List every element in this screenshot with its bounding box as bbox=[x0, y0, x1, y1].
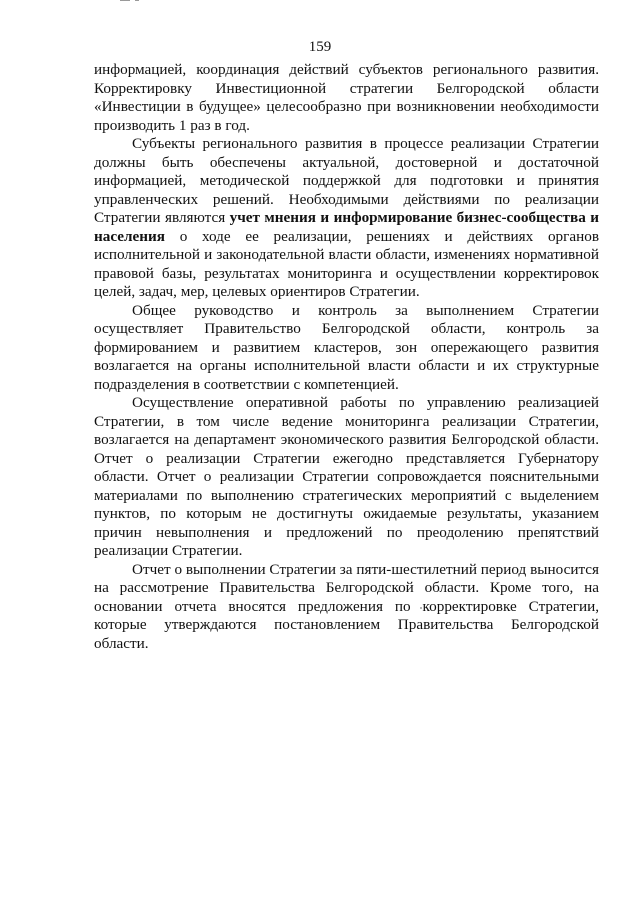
scan-artifact bbox=[135, 0, 139, 1]
paragraph-text: Субъекты регионального развития в процессе реализации Стратегии должны быть обеспечены актуальной, достоверной и достаточной информацией, методической поддержкой для подготовки и принятия управленческих решений. Необходимыми действиями по реализации Стратегии являются bbox=[94, 135, 599, 226]
scan-artifact bbox=[120, 0, 130, 1]
paragraph-text: о ходе ее реализации, решениях и действиях органов исполнительной и законодательной власти области, изменениях нормативной правовой базы, результатах мониторинга и осуществлении корректировок целей, задач, мер, целевых ориентиров Стратегии. bbox=[94, 227, 599, 300]
page-number: 159 bbox=[308, 39, 332, 55]
paragraph-operational-work: Осуществление оперативной работы по управлению реализацией Стратегии, в том числе ведение мониторинга реализации Стратегии, возлагается на департамент экономического развития Белгородской области. Отчет о реализации Стратегии ежегодно представляется Губернатору области. Отчет о реализации Стратегии сопровождается пояснительными материалами по выполнению стратегических мероприятий с выделением пунктов, по которым не достигнуты ожидаемые результаты, указанием причин невыполнения и предложений по преодолению препятствий реализации Стратегии. bbox=[94, 394, 599, 559]
bold-emphasis: учет мнения и информирование бизнес-сообщества и населения bbox=[94, 209, 599, 245]
paragraph-general-management: Общее руководство и контроль за выполнением Стратегии осуществляет Правительство Белгородской области, контроль за формированием и развитием кластеров, зон опережающего развития возлагается на органы исполнительной власти области и их структурные подразделения в соответствии с компетенцией. bbox=[94, 301, 599, 393]
paragraph-information-support bbox=[94, 135, 599, 302]
document-body bbox=[94, 61, 599, 653]
paragraph-continuation: информацией, координация действий субъектов регионального развития. Корректировку Инвестиционной стратегии Белгородской области «Инвестиции в будущее» целесообразно при возникновении необходимости производить 1 раз в год. bbox=[94, 61, 599, 134]
paragraph-report: Отчет о выполнении Стратегии за пяти-шестилетний период выносится на рассмотрение Правительства Белгородской области. Кроме того, на основании отчета вносятся предложения по корректировке Стратегии, которые утверждаются постановлением Правительства Белгородской области. bbox=[94, 560, 599, 652]
